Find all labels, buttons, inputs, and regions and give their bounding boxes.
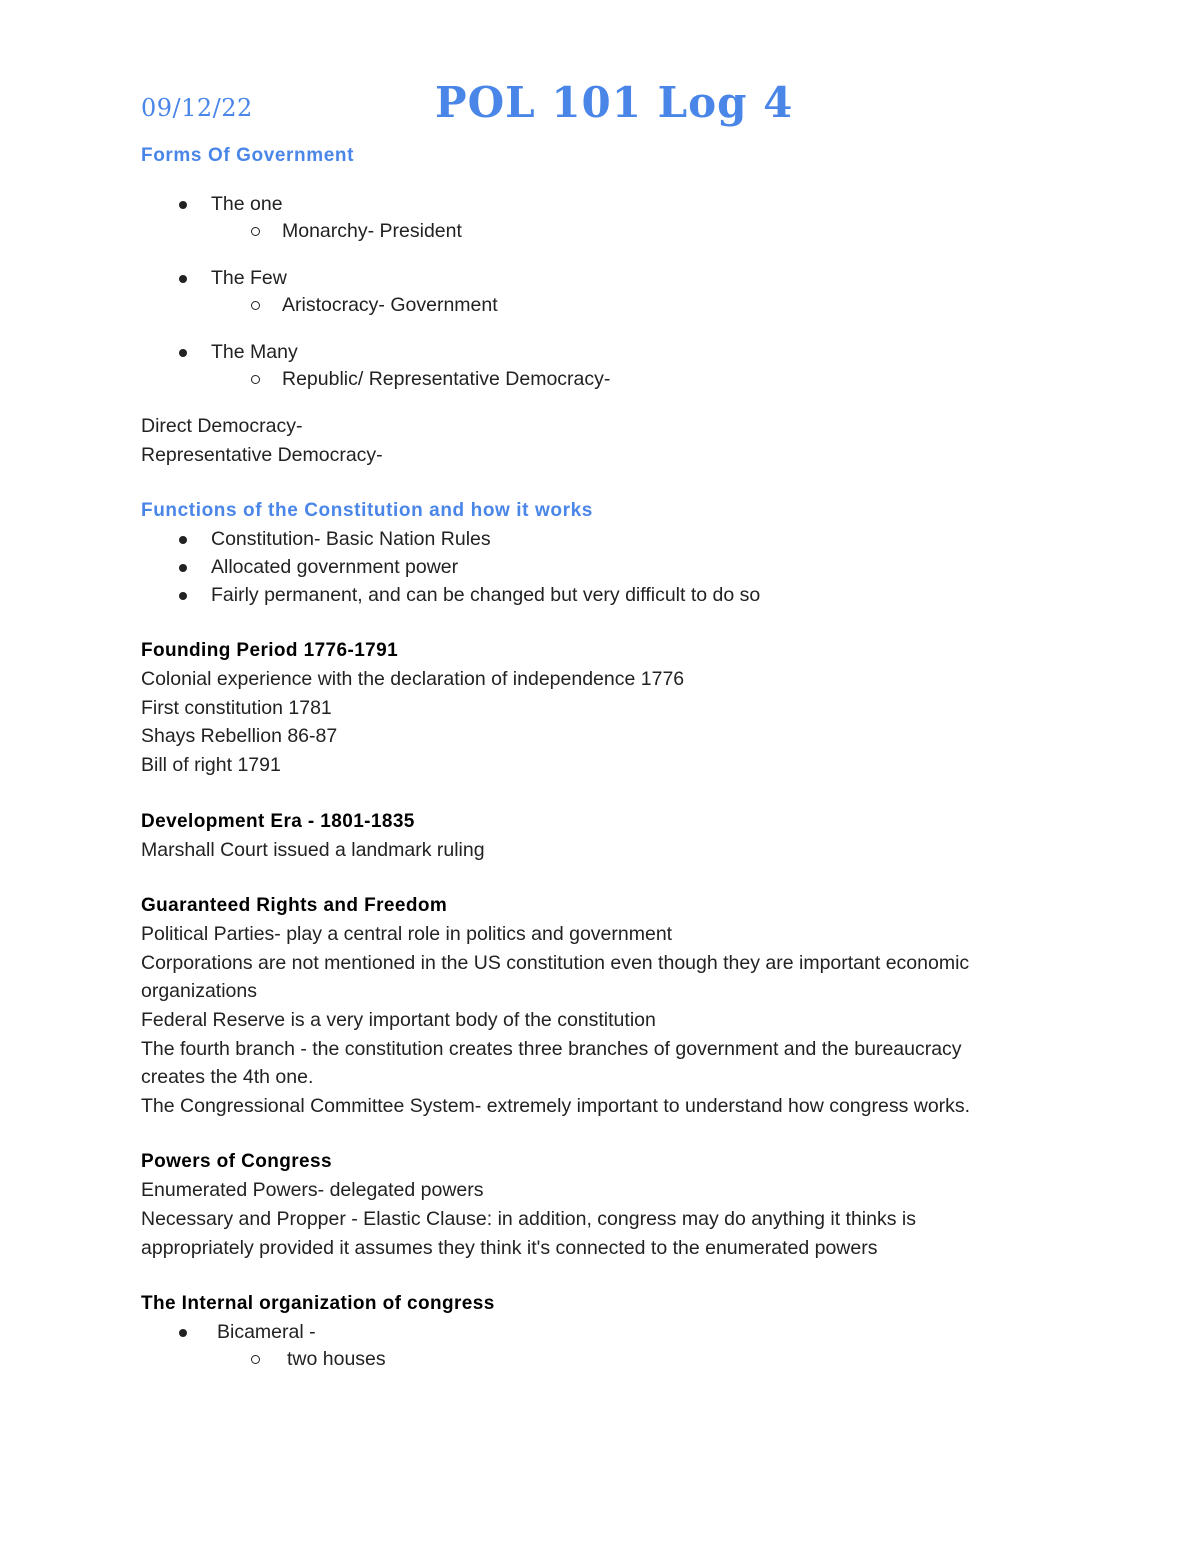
bullet-icon xyxy=(179,201,187,209)
text-line: Necessary and Propper - Elastic Clause: in addition, congress may do anything it thinks is xyxy=(141,1207,916,1230)
text-line: Political Parties- play a central role in politics and government xyxy=(141,923,673,946)
section-heading-forms: Forms Of Government xyxy=(141,145,355,166)
section-heading-rights: Guaranteed Rights and Freedom xyxy=(141,895,448,917)
hollow-bullet-icon xyxy=(251,375,260,384)
text-line: Representative Democracy- xyxy=(141,443,383,466)
text-line: Federal Reserve is a very important body of the constitution xyxy=(141,1008,656,1031)
list-item: The Many xyxy=(141,338,1071,366)
list-item: Fairly permanent, and can be changed but very difficult to do so xyxy=(141,581,1071,609)
bullet-icon xyxy=(179,564,187,572)
text-line: Bill of right 1791 xyxy=(141,753,281,776)
hollow-bullet-icon xyxy=(251,227,260,236)
document-page xyxy=(141,78,1071,1372)
text-line: First constitution 1781 xyxy=(141,696,332,719)
list-item: Constitution- Basic Nation Rules xyxy=(141,525,1071,553)
list-item: The Few xyxy=(141,264,1071,292)
text-line: Colonial experience with the declaration of independence 1776 xyxy=(141,668,685,691)
list-item: Bicameral - xyxy=(141,1318,1071,1346)
bullet-icon xyxy=(179,275,187,283)
text-line: Shays Rebellion 86-87 xyxy=(141,725,338,748)
forms-list xyxy=(141,190,1071,244)
sub-list-item: Monarchy- President xyxy=(141,218,1071,244)
forms-list xyxy=(141,338,1071,392)
list-item: Allocated government power xyxy=(141,553,1071,581)
sub-list-item: two houses xyxy=(141,1346,1071,1372)
section-heading-powers: Powers of Congress xyxy=(141,1151,332,1173)
hollow-bullet-icon xyxy=(251,301,260,310)
bullet-icon xyxy=(179,349,187,357)
functions-list xyxy=(141,525,1071,609)
text-line: The Congressional Committee System- extremely important to understand how congress works. xyxy=(141,1094,971,1117)
text-line: The fourth branch - the constitution creates three branches of government and the bureaucracy xyxy=(141,1037,962,1060)
sub-list-item: Aristocracy- Government xyxy=(141,292,1071,318)
section-heading-internal: The Internal organization of congress xyxy=(141,1293,495,1315)
forms-list xyxy=(141,264,1071,318)
text-line: organizations xyxy=(141,980,257,1003)
date: 09/12/22 xyxy=(141,94,253,122)
section-heading-development: Development Era - 1801-1835 xyxy=(141,810,415,832)
hollow-bullet-icon xyxy=(251,1355,260,1364)
bullet-icon xyxy=(179,592,187,600)
text-line: Direct Democracy- xyxy=(141,415,303,437)
internal-list xyxy=(141,1318,1071,1372)
bullet-icon xyxy=(179,536,187,544)
bullet-icon xyxy=(179,1329,187,1337)
text-line: creates the 4th one. xyxy=(141,1066,314,1089)
section-heading-founding: Founding Period 1776-1791 xyxy=(141,640,399,662)
sub-list-item: Republic/ Representative Democracy- xyxy=(141,366,1071,392)
text-line: Marshall Court issued a landmark ruling xyxy=(141,838,485,861)
header xyxy=(141,78,1071,142)
text-line: Enumerated Powers- delegated powers xyxy=(141,1179,484,1202)
text-line: appropriately provided it assumes they think it's connected to the enumerated powers xyxy=(141,1236,878,1259)
section-heading-functions: Functions of the Constitution and how it works xyxy=(141,500,593,522)
list-item: The one xyxy=(141,190,1071,218)
page-title: POL 101 Log 4 xyxy=(435,78,794,127)
text-line: Corporations are not mentioned in the US constitution even though they are important economic xyxy=(141,951,970,974)
